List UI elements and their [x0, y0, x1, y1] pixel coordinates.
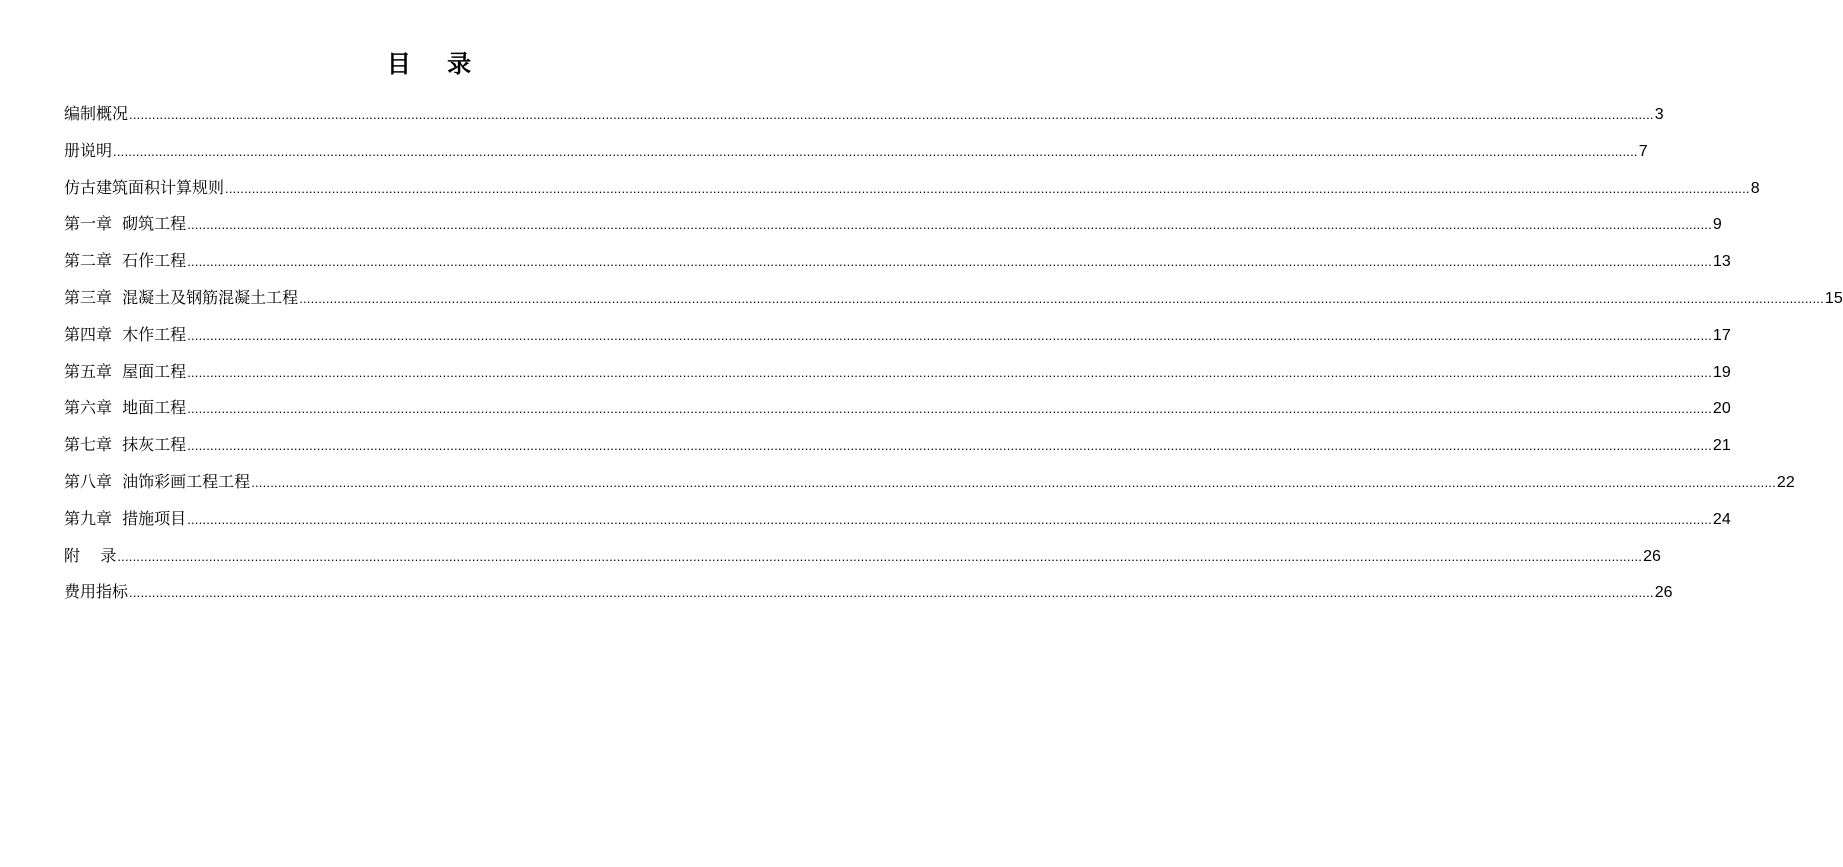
toc-leader-dots: ................................................................................................................................................................................................................................................................................................................................................................................................................: [187, 364, 1712, 380]
toc-leader-dots: ................................................................................................................................................................................................................................................................................................................................................................................................................: [187, 438, 1712, 454]
toc-entry[interactable]: [64, 354, 1731, 391]
toc-leader-dots: ................................................................................................................................................................................................................................................................................................................................................................................................................: [187, 254, 1712, 270]
toc-entry-label: 仿古建筑面积计算规则: [64, 177, 225, 197]
page-title: 目 录: [386, 50, 486, 78]
toc-entry-page: 24: [1712, 510, 1731, 528]
toc-entry[interactable]: [64, 243, 1731, 280]
toc-entry-label: 册说明: [64, 140, 113, 160]
toc-entry-page: 15: [1824, 289, 1843, 307]
toc-entry-label: 第一章 砌筑工程: [64, 214, 187, 234]
toc-entry[interactable]: [64, 96, 1664, 133]
toc-entry-label: 附 录: [64, 545, 117, 565]
toc-entry[interactable]: [64, 170, 1760, 207]
toc-entry[interactable]: [64, 501, 1731, 538]
toc-leader-dots: ................................................................................................................................................................................................................................................................................................................................................................................................................: [187, 217, 1712, 233]
toc-entry-label: 编制概况: [64, 104, 129, 123]
toc-entry-label: 第九章 措施项目: [64, 508, 187, 528]
toc-entry-label: 第二章 石作工程: [64, 251, 187, 271]
toc-leader-dots: ................................................................................................................................................................................................................................................................................................................................................................................................................: [251, 474, 1776, 490]
toc-entry-label: 第四章 木作工程: [64, 324, 187, 344]
toc-entry-label: 第三章 混凝土及钢筋混凝土工程: [64, 287, 299, 307]
toc-entry-label: 费用指标: [64, 582, 129, 602]
toc-entry-page: 26: [1643, 547, 1661, 565]
toc-entry[interactable]: [64, 133, 1648, 170]
toc-entry[interactable]: [64, 317, 1731, 354]
toc-entry[interactable]: [64, 206, 1722, 243]
toc-leader-dots: ................................................................................................................................................................................................................................................................................................................................................................................................................: [117, 548, 1643, 564]
toc-leader-dots: ................................................................................................................................................................................................................................................................................................................................................................................................................: [129, 585, 1654, 601]
toc-entry-page: 9: [1712, 216, 1722, 234]
toc-entry-page: 19: [1712, 363, 1731, 381]
toc-entry[interactable]: [64, 538, 1661, 575]
toc-entry[interactable]: [64, 427, 1731, 464]
table-of-contents: [64, 96, 1843, 611]
toc-leader-dots: ................................................................................................................................................................................................................................................................................................................................................................................................................: [187, 511, 1712, 527]
toc-entry[interactable]: [64, 280, 1843, 317]
toc-leader-dots: ................................................................................................................................................................................................................................................................................................................................................................................................................: [187, 327, 1712, 343]
toc-leader-dots: ................................................................................................................................................................................................................................................................................................................................................................................................................: [299, 290, 1824, 306]
toc-entry-page: 22: [1776, 473, 1795, 491]
toc-entry[interactable]: [64, 390, 1731, 427]
toc-entry-page: 13: [1712, 253, 1731, 271]
toc-entry-page: 7: [1638, 142, 1648, 160]
toc-entry-page: 26: [1654, 584, 1673, 602]
toc-entry[interactable]: [64, 574, 1673, 611]
toc-entry[interactable]: [64, 464, 1795, 501]
toc-leader-dots: ................................................................................................................................................................................................................................................................................................................................................................................................................: [225, 180, 1750, 196]
toc-entry-label: 第五章 屋面工程: [64, 361, 187, 381]
toc-entry-page: 20: [1712, 400, 1731, 418]
toc-leader-dots: ................................................................................................................................................................................................................................................................................................................................................................................................................: [129, 107, 1654, 122]
toc-entry-page: 21: [1712, 437, 1731, 455]
toc-leader-dots: ................................................................................................................................................................................................................................................................................................................................................................................................................: [187, 401, 1712, 417]
toc-entry-page: 17: [1712, 326, 1731, 344]
toc-entry-label: 第七章 抹灰工程: [64, 435, 187, 455]
toc-entry-page: 3: [1654, 106, 1664, 123]
toc-entry-label: 第八章 油饰彩画工程工程: [64, 471, 251, 491]
toc-entry-page: 8: [1750, 179, 1760, 197]
toc-entry-label: 第六章 地面工程: [64, 398, 187, 418]
toc-leader-dots: ................................................................................................................................................................................................................................................................................................................................................................................................................: [113, 143, 1638, 159]
